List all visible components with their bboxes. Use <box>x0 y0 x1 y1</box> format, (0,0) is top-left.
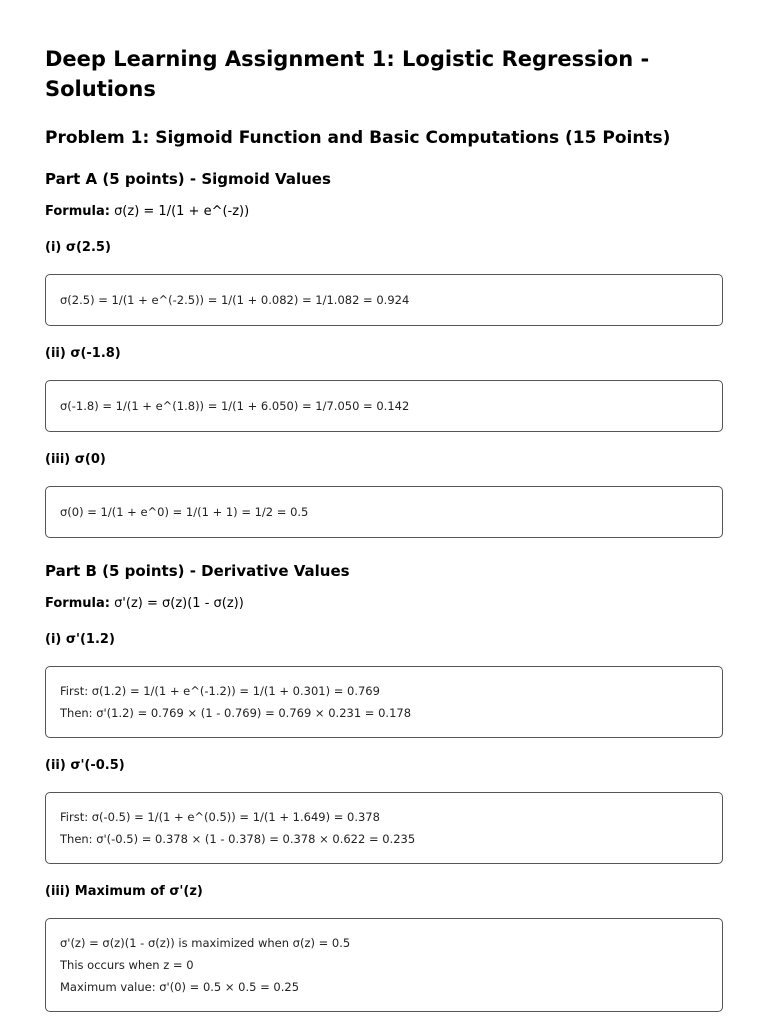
solution-line: Then: σ'(-0.5) = 0.378 × (1 - 0.378) = 0.378 × 0.622 = 0.235 <box>60 832 416 846</box>
part-b-item-1-label: (i) σ'(1.2) <box>45 632 115 647</box>
solution-line: σ(-1.8) = 1/(1 + e^(1.8)) = 1/(1 + 6.050) = 1/7.050 = 0.142 <box>60 399 410 413</box>
part-b-formula <box>45 594 723 614</box>
solution-box <box>45 666 723 738</box>
part-a-item-1-label: (i) σ(2.5) <box>45 240 111 255</box>
formula-label: Formula: <box>45 204 110 219</box>
solution-line: Then: σ'(1.2) = 0.769 × (1 - 0.769) = 0.769 × 0.231 = 0.178 <box>60 706 412 720</box>
formula-text: σ(z) = 1/(1 + e^(-z)) <box>109 204 250 219</box>
formula-text: σ'(z) = σ(z)(1 - σ(z)) <box>109 596 244 611</box>
part-b-item-2-label: (ii) σ'(-0.5) <box>45 758 125 773</box>
solution-box <box>45 918 723 1012</box>
solution-box <box>45 792 723 864</box>
part-a-item-2-label: (ii) σ(-1.8) <box>45 346 121 361</box>
solution-box <box>45 380 723 432</box>
problem-1-heading: Problem 1: Sigmoid Function and Basic Computations (15 Points) <box>45 128 671 148</box>
solution-line: First: σ(-0.5) = 1/(1 + e^(0.5)) = 1/(1 + 1.649) = 0.378 <box>60 810 380 824</box>
solution-line: First: σ(1.2) = 1/(1 + e^(-1.2)) = 1/(1 + 0.301) = 0.769 <box>60 684 380 698</box>
solution-line: σ'(z) = σ(z)(1 - σ(z)) is maximized when σ(z) = 0.5 <box>60 936 351 950</box>
solution-line: This occurs when z = 0 <box>60 958 194 972</box>
part-a-item-3-label: (iii) σ(0) <box>45 452 106 467</box>
part-b-heading: Part B (5 points) - Derivative Values <box>45 562 350 580</box>
part-b-item-3-label: (iii) Maximum of σ'(z) <box>45 884 203 899</box>
solution-box <box>45 274 723 326</box>
solution-line: Maximum value: σ'(0) = 0.5 × 0.5 = 0.25 <box>60 980 300 994</box>
page-title: Deep Learning Assignment 1: Logistic Regression - Solutions <box>45 47 650 101</box>
solution-line: σ(0) = 1/(1 + e^0) = 1/(1 + 1) = 1/2 = 0.5 <box>60 505 309 519</box>
part-a-heading: Part A (5 points) - Sigmoid Values <box>45 170 331 188</box>
part-a-formula <box>45 202 723 222</box>
solution-box <box>45 486 723 538</box>
solution-line: σ(2.5) = 1/(1 + e^(-2.5)) = 1/(1 + 0.082) = 1/1.082 = 0.924 <box>60 293 410 307</box>
formula-label: Formula: <box>45 596 110 611</box>
